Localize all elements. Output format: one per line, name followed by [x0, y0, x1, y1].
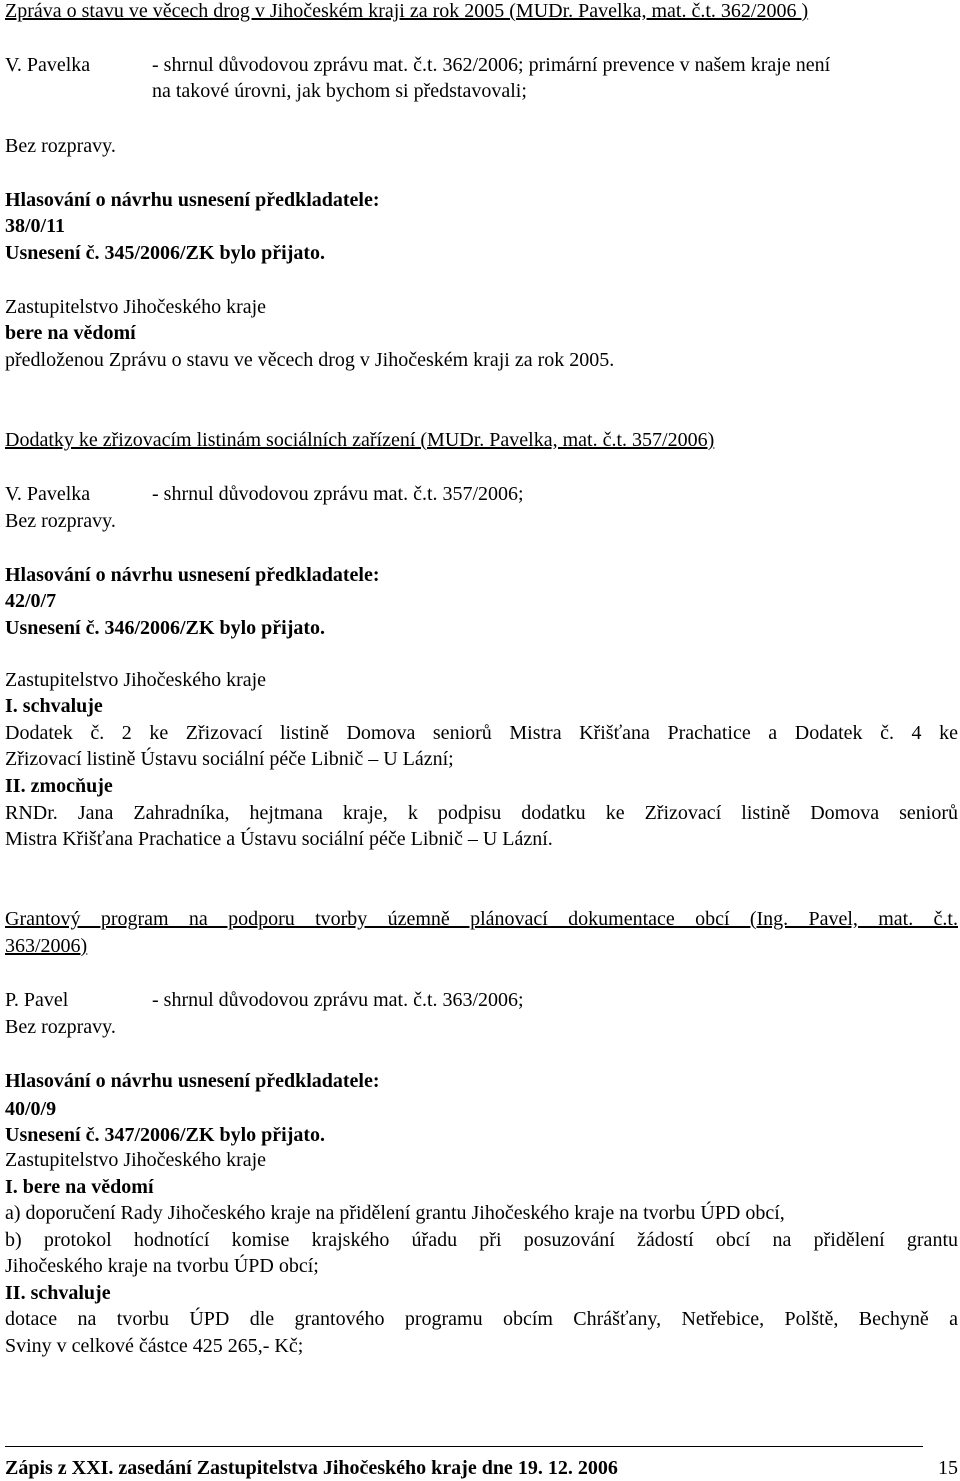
item2-text1-line1: Dodatek č. 2 ke Zřizovací listině Domova seniorů Mistra Křišťana Prachatice a Dodatek č. 4 ke: [5, 722, 958, 744]
item3-heading-line1: Grantový program na podporu tvorby územně plánovací dokumentace obcí (Ing. Pavel, mat. č.t.: [5, 908, 958, 930]
item3-text2-line2: Sviny v celkové částce 425 265,- Kč;: [5, 1335, 304, 1357]
item3-discussion: Bez rozpravy.: [5, 1016, 116, 1038]
item3-resolution: Usnesení č. 347/2006/ZK bylo přijato.: [5, 1124, 326, 1146]
item1-text: předloženou Zprávu o stavu ve věcech drog v Jihočeském kraji za rok 2005.: [5, 349, 615, 371]
item1-speaker: V. Pavelka: [5, 54, 91, 76]
item3-text2-line1: dotace na tvorbu ÚPD dle grantového programu obcím Chrášťany, Netřebice, Polště, Bechyně a: [5, 1308, 958, 1330]
item2-action2: II. zmocňuje: [5, 775, 113, 797]
item1-action: bere na vědomí: [5, 322, 136, 344]
item3-body: Zastupitelstvo Jihočeského kraje: [5, 1149, 267, 1171]
page-number: 15: [938, 1457, 958, 1479]
item3-action1: I. bere na vědomí: [5, 1176, 154, 1198]
item1-body: Zastupitelstvo Jihočeského kraje: [5, 296, 267, 318]
item2-text2-line2: Mistra Křišťana Prachatice a Ústavu sociální péče Libnič – U Lázní.: [5, 828, 553, 850]
item1-resolution: Usnesení č. 345/2006/ZK bylo přijato.: [5, 242, 326, 264]
item1-heading: Zpráva o stavu ve věcech drog v Jihočeském kraji za rok 2005 (MUDr. Pavelka, mat. č.t. 362/2006 ): [5, 0, 809, 22]
footer-rule: [5, 1446, 923, 1447]
item2-speaker: V. Pavelka: [5, 483, 91, 505]
item2-heading: Dodatky ke zřizovacím listinám sociálních zařízení (MUDr. Pavelka, mat. č.t. 357/2006): [5, 429, 715, 451]
item2-vote-heading: Hlasování o návrhu usnesení předkladatele:: [5, 564, 380, 586]
item2-resolution: Usnesení č. 346/2006/ZK bylo přijato.: [5, 617, 326, 639]
item3-speaker: P. Pavel: [5, 989, 69, 1011]
item1-summary-line2: na takové úrovni, jak bychom si představovali;: [152, 80, 527, 102]
item2-summary: - shrnul důvodovou zprávu mat. č.t. 357/2006;: [152, 483, 524, 505]
item3-text-b-line2: Jihočeského kraje na tvorbu ÚPD obcí;: [5, 1255, 319, 1277]
item2-vote-result: 42/0/7: [5, 590, 57, 612]
footer-text: Zápis z XXI. zasedání Zastupitelstva Jihočeského kraje dne 19. 12. 2006: [5, 1457, 618, 1479]
item1-vote-heading: Hlasování o návrhu usnesení předkladatele:: [5, 189, 380, 211]
item1-vote-result: 38/0/11: [5, 215, 66, 237]
item1-summary-line1: - shrnul důvodovou zprávu mat. č.t. 362/2006; primární prevence v našem kraje není: [152, 54, 831, 76]
item2-discussion: Bez rozpravy.: [5, 510, 116, 532]
item3-vote-heading: Hlasování o návrhu usnesení předkladatele:: [5, 1070, 380, 1092]
item2-body: Zastupitelstvo Jihočeského kraje: [5, 669, 267, 691]
item3-action2: II. schvaluje: [5, 1282, 111, 1304]
item3-text-a: a) doporučení Rady Jihočeského kraje na přidělení grantu Jihočeského kraje na tvorbu ÚPD obcí,: [5, 1202, 785, 1224]
item2-text1-line2: Zřizovací listině Ústavu sociální péče Libnič – U Lázní;: [5, 748, 454, 770]
item1-discussion: Bez rozpravy.: [5, 135, 116, 157]
item3-summary: - shrnul důvodovou zprávu mat. č.t. 363/2006;: [152, 989, 524, 1011]
item2-action1: I. schvaluje: [5, 695, 103, 717]
item3-heading-line2: 363/2006): [5, 935, 88, 957]
item3-text-b-line1: b) protokol hodnotící komise krajského úřadu při posuzování žádostí obcí na přidělení grantu: [5, 1229, 958, 1251]
item3-vote-result: 40/0/9: [5, 1098, 57, 1120]
item2-text2-line1: RNDr. Jana Zahradníka, hejtmana kraje, k podpisu dodatku ke Zřizovací listině Domova seniorů: [5, 802, 958, 824]
